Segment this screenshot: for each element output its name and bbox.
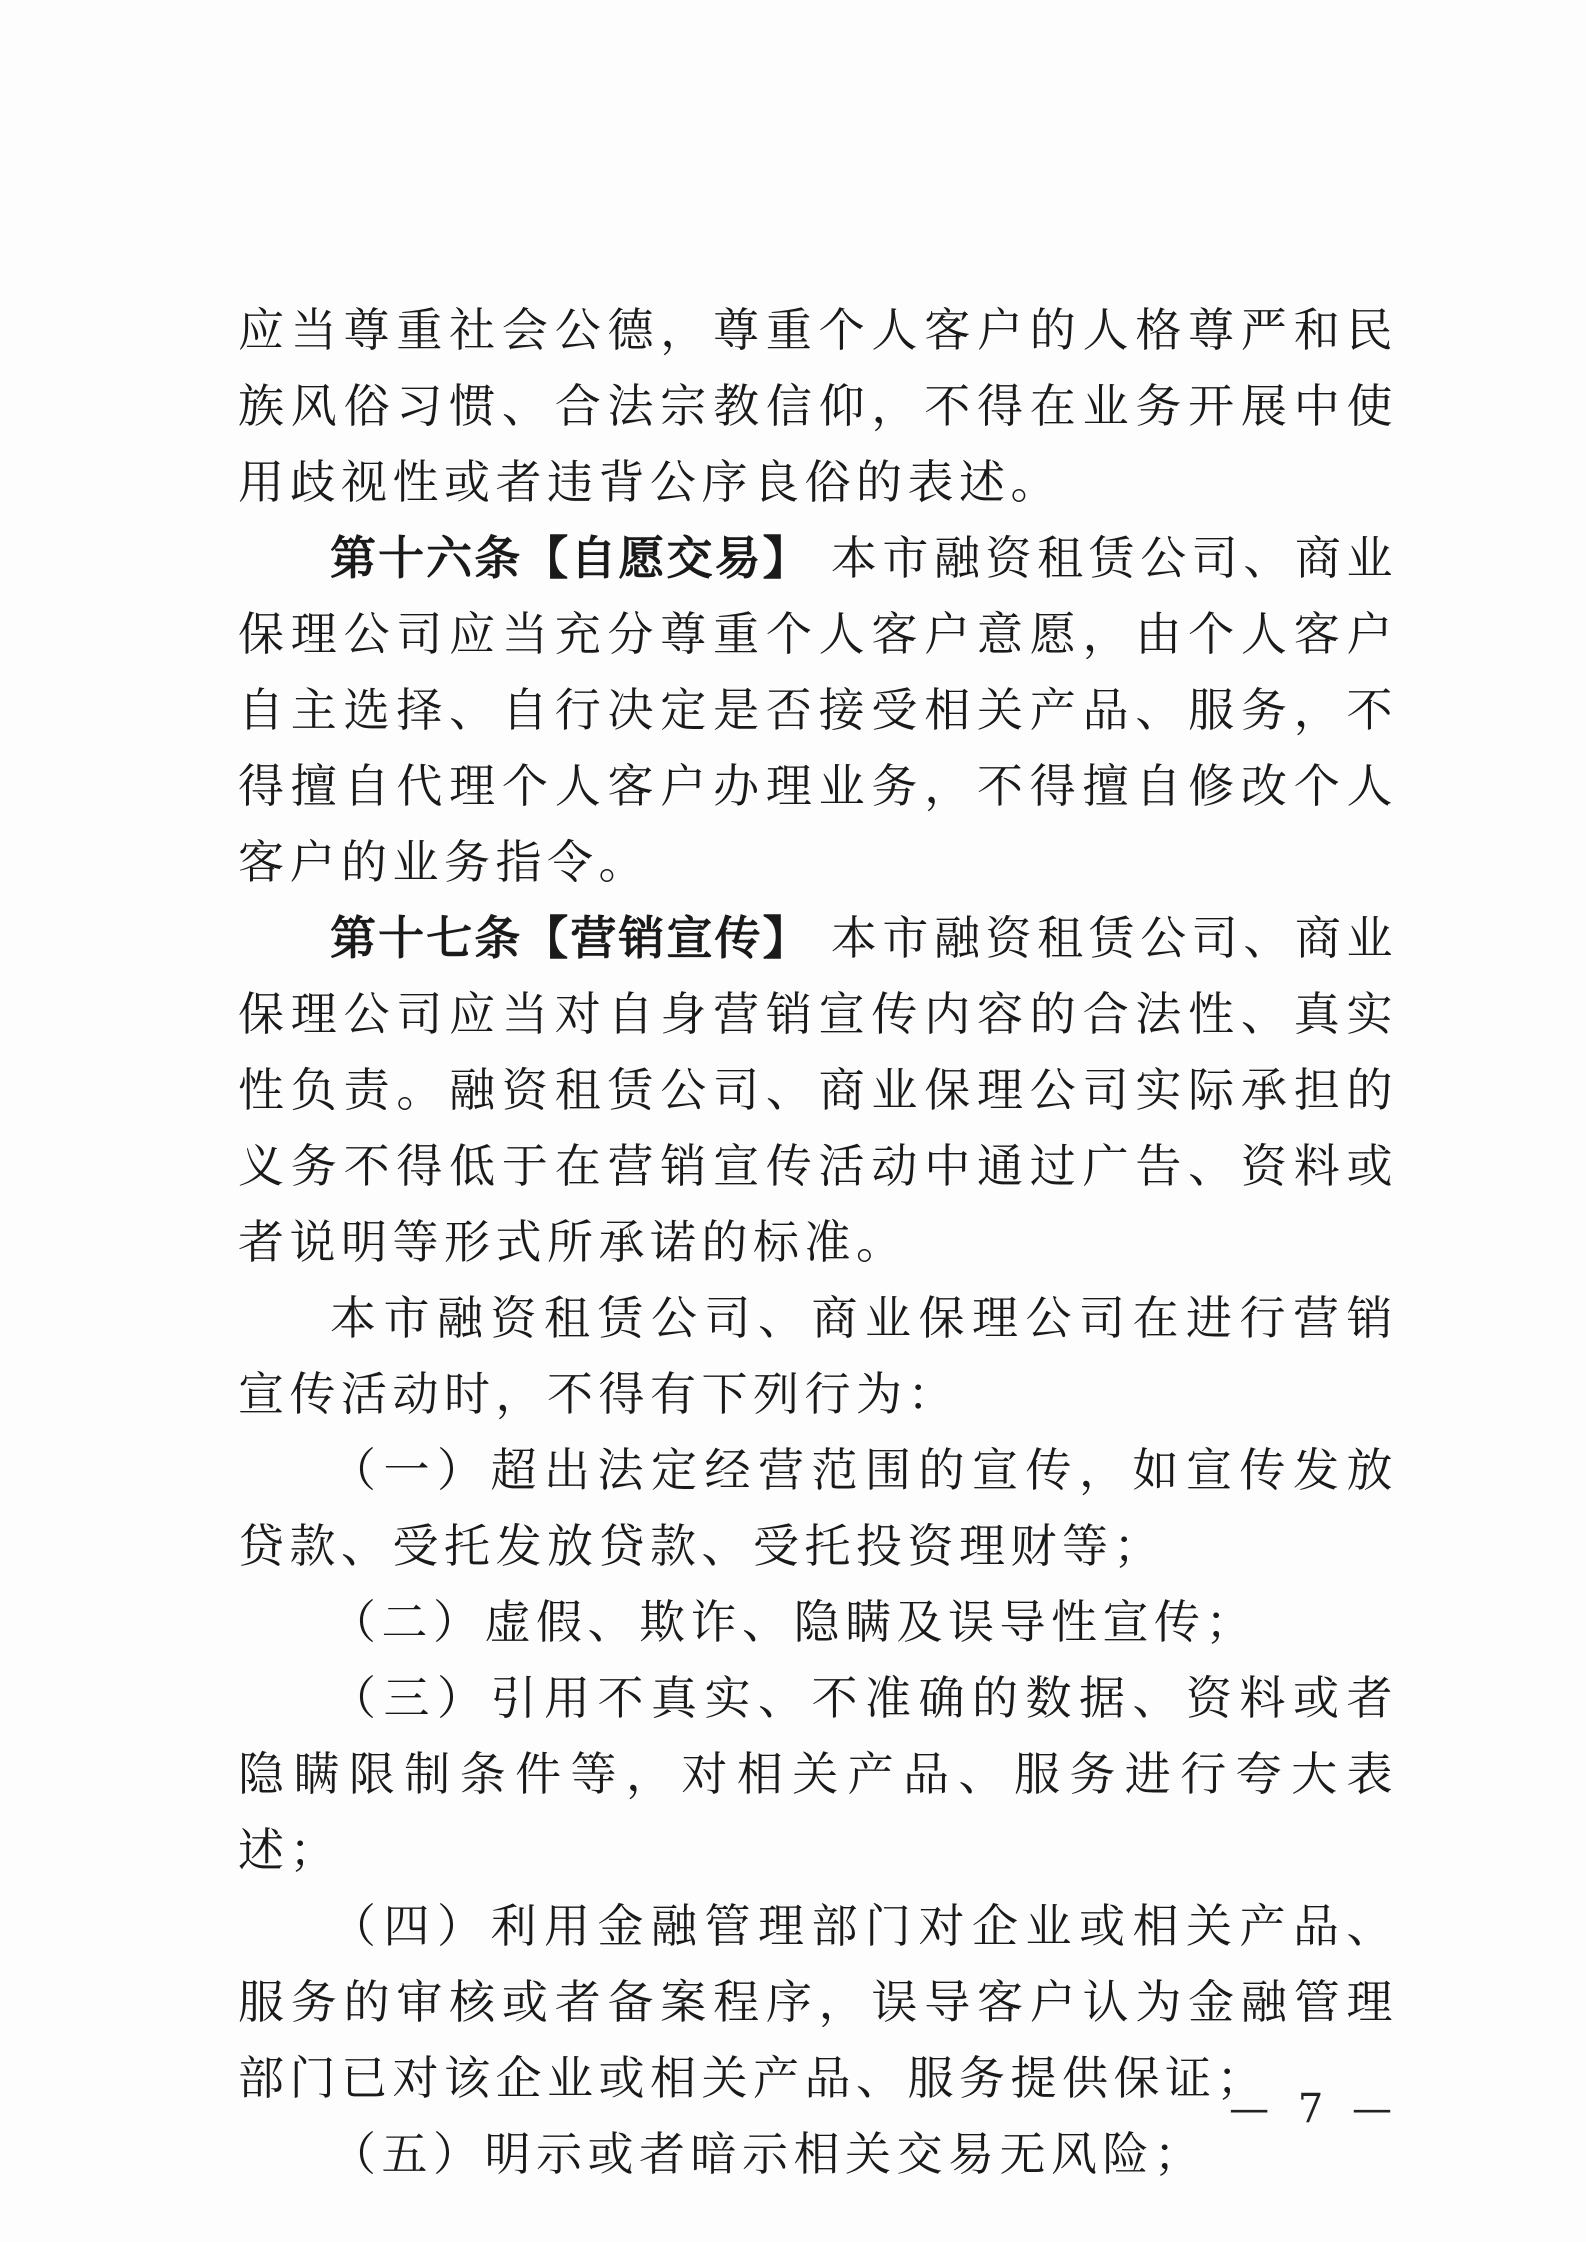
- prohibited-item-4: [238, 1888, 1398, 2116]
- paragraph-text: 本市融资租赁公司、商业保理公司应当充分尊重个人客户意愿，由个人客户自主选择、自行决定是否接受相关产品、服务，不得擅自代理个人客户办理业务，不得擅自修改个人客户的业务指令。: [238, 531, 1398, 889]
- list-item-text: （五）明示或者暗示相关交易无风险；: [330, 2127, 1206, 2181]
- article-heading: 第十六条【自愿交易】: [330, 531, 811, 585]
- prohibited-item-3: [238, 1660, 1398, 1888]
- paragraph-continuation: [238, 292, 1398, 520]
- article-17-marketing-promotion: [238, 900, 1398, 1280]
- prohibited-item-2: [238, 1584, 1398, 1660]
- list-item-text: （四）利用金融管理部门对企业或相关产品、服务的审核或者备案程序，误导客户认为金融管理部门已对该企业或相关产品、服务提供保证；: [238, 1899, 1398, 2105]
- article-16-voluntary-transaction: [238, 520, 1398, 900]
- list-item-text: （三）引用不真实、不准确的数据、资料或者隐瞒限制条件等，对相关产品、服务进行夸大表述；: [238, 1671, 1398, 1877]
- paragraph-text: 应当尊重社会公德，尊重个人客户的人格尊严和民族风俗习惯、合法宗教信仰，不得在业务开展中使用歧视性或者违背公序良俗的表述。: [238, 303, 1398, 509]
- prohibited-item-5: [238, 2116, 1398, 2192]
- paragraph-text: 本市融资租赁公司、商业保理公司在进行营销宣传活动时，不得有下列行为：: [238, 1291, 1398, 1421]
- document-body: [238, 292, 1398, 2192]
- paragraph-text: 本市融资租赁公司、商业保理公司应当对自身营销宣传内容的合法性、真实性负责。融资租赁公司、商业保理公司实际承担的义务不得低于在营销宣传活动中通过广告、资料或者说明等形式所承诺的标准。: [238, 911, 1398, 1269]
- article-17-prohibited-intro: [238, 1280, 1398, 1432]
- list-item-text: （二）虚假、欺诈、隐瞒及误导性宣传；: [330, 1595, 1257, 1649]
- article-heading: 第十七条【营销宣传】: [330, 911, 811, 965]
- prohibited-item-1: [238, 1432, 1398, 1584]
- page-number: — 7 —: [1229, 2086, 1400, 2132]
- list-item-text: （一）超出法定经营范围的宣传，如宣传发放贷款、受托发放贷款、受托投资理财等；: [238, 1443, 1398, 1573]
